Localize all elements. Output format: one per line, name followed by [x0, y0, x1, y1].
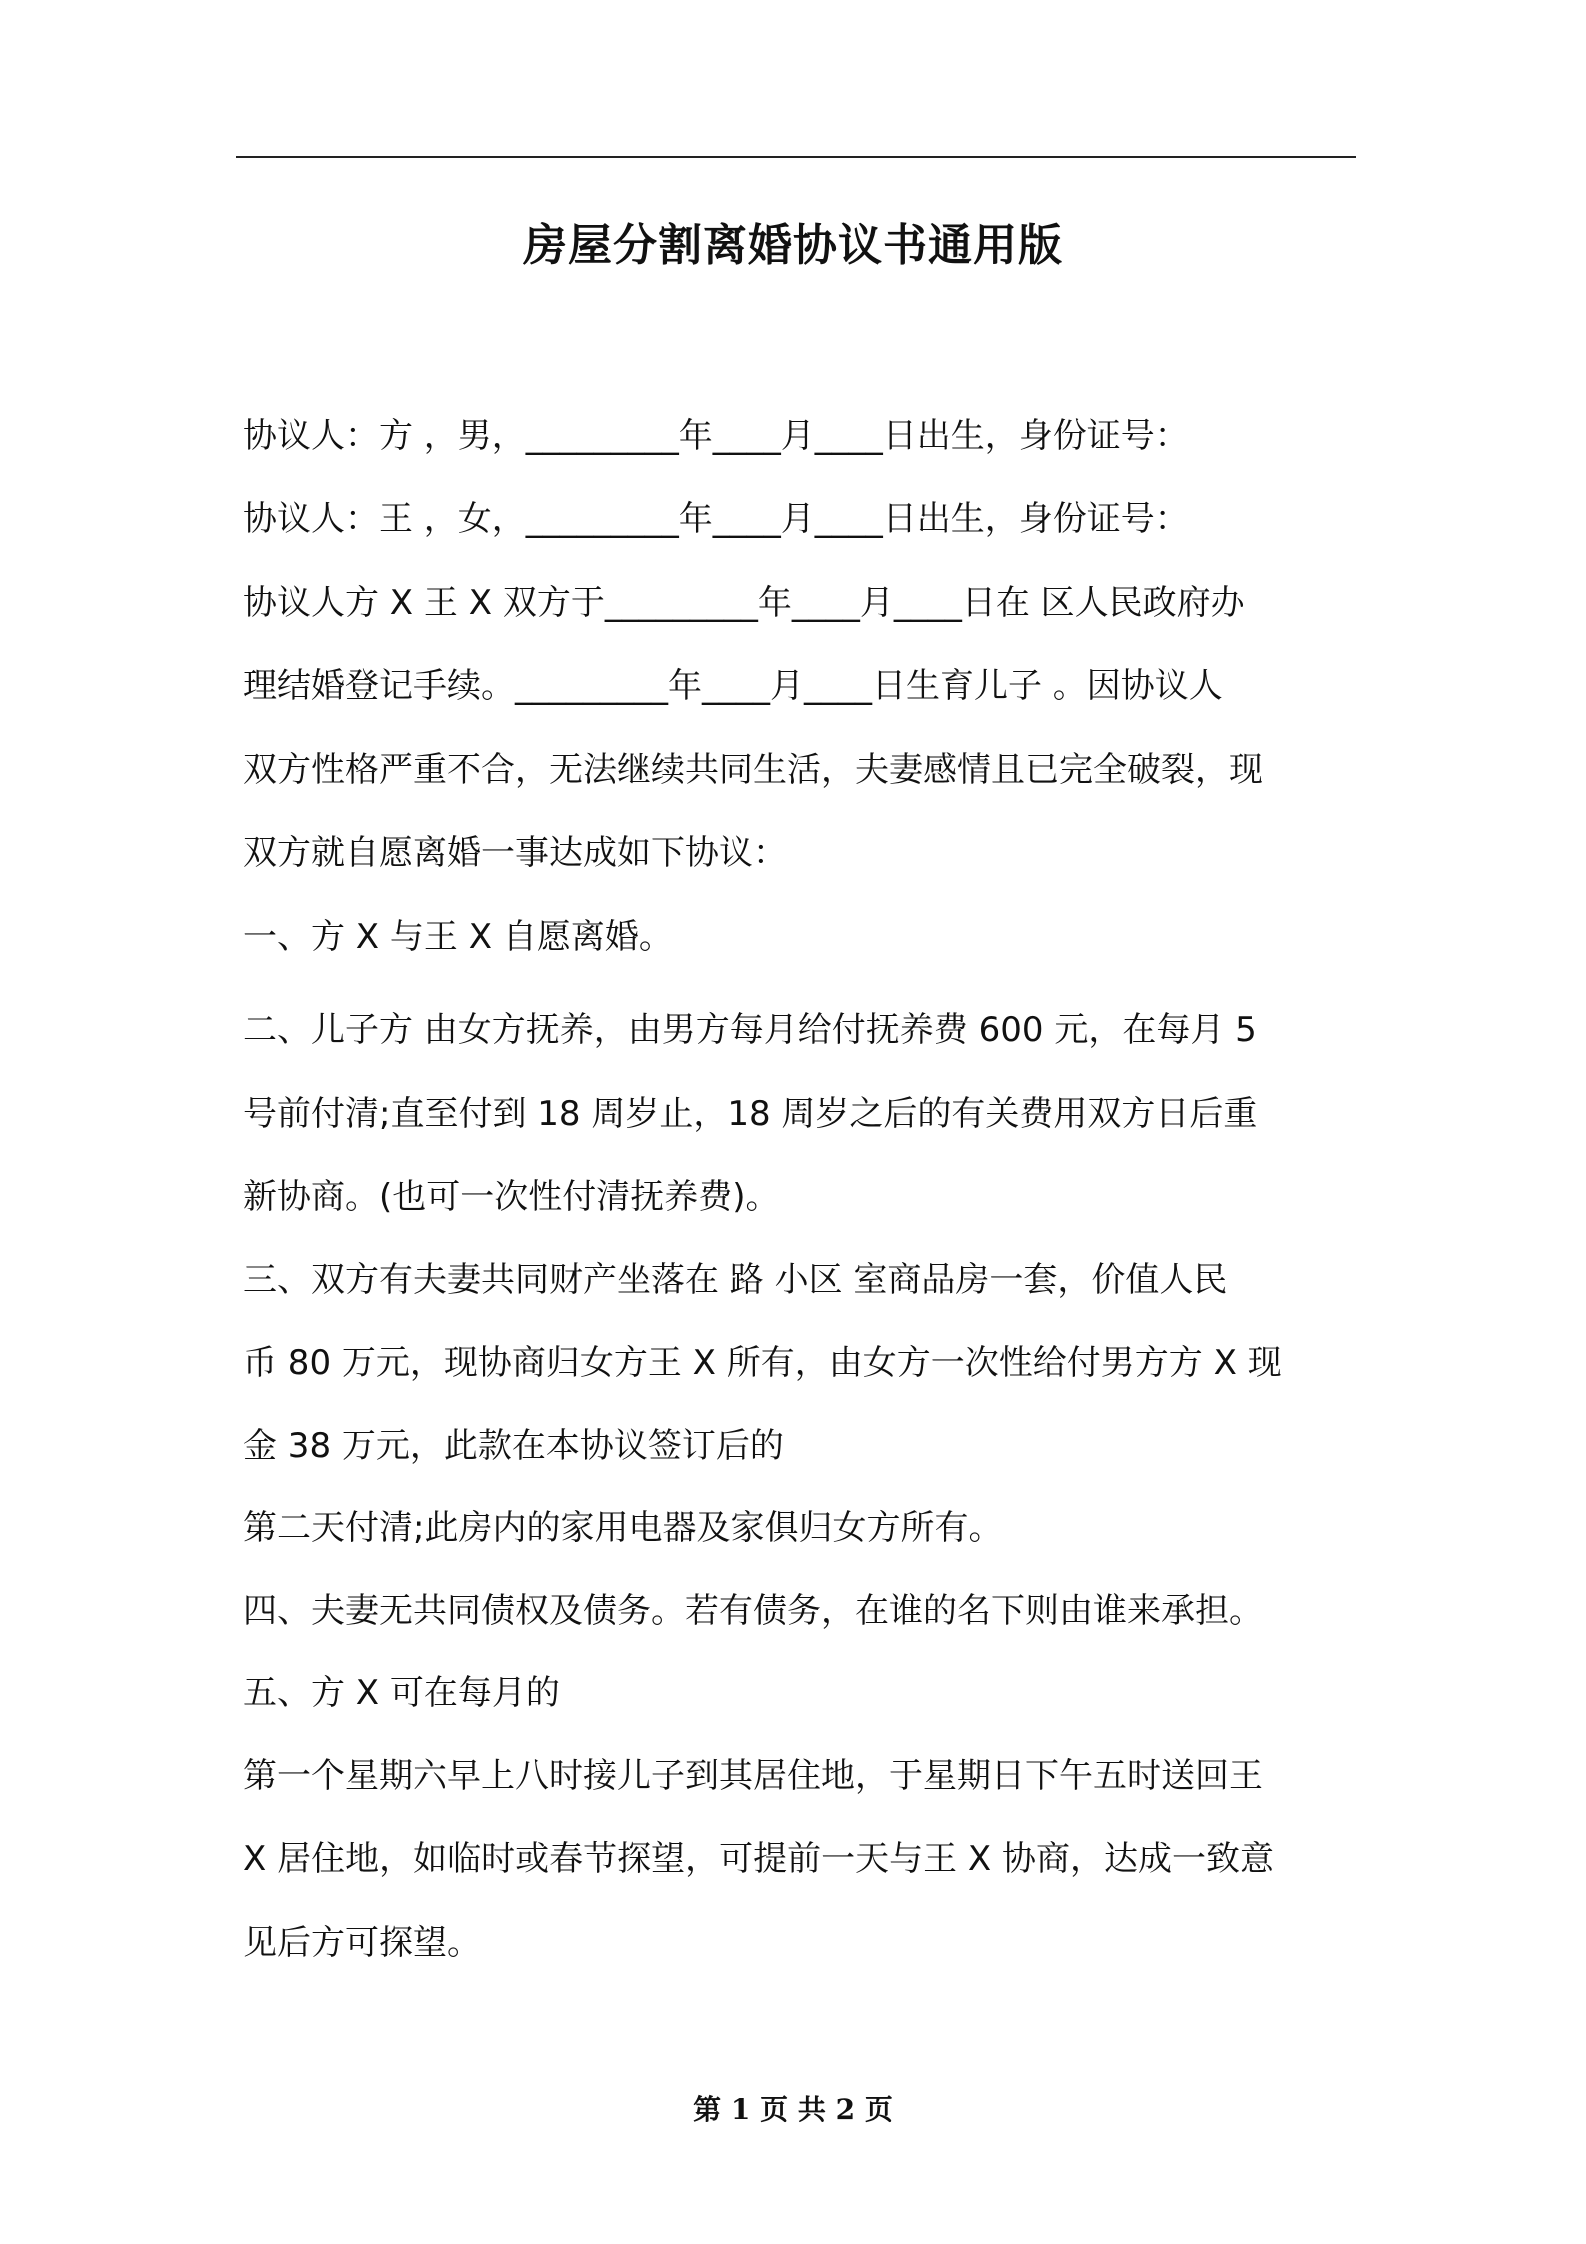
- document-title: 房屋分割离婚协议书通用版: [523, 220, 1063, 271]
- text-line: 协议人方 X 王 X 双方于_________年____月____日在 区人民政府办: [243, 583, 1245, 623]
- text-line: 三、双方有夫妻共同财产坐落在 路 小区 室商品房一套，价值人民: [243, 1260, 1228, 1300]
- text-line: 协议人：方 ，男，_________年____月____日出生，身份证号：: [243, 416, 1189, 456]
- text-line: 双方性格严重不合，无法继续共同生活，夫妻感情且已完全破裂，现: [243, 750, 1263, 790]
- text-line: X 居住地，如临时或春节探望，可提前一天与王 X 协商，达成一致意: [243, 1839, 1275, 1879]
- text-line: 协议人：王 ，女，_________年____月____日出生，身份证号：: [243, 499, 1189, 539]
- text-line: 币 80 万元，现协商归女方王 X 所有，由女方一次性给付男方方 X 现: [243, 1343, 1282, 1383]
- page-number: 第 1 页 共 2 页: [693, 2093, 893, 2126]
- text-line: 五、方 X 可在每月的: [243, 1673, 560, 1713]
- text-line: 见后方可探望。: [243, 1923, 481, 1963]
- text-line: 新协商。(也可一次性付清抚养费)。: [243, 1177, 780, 1217]
- text-line: 理结婚登记手续。_________年____月____日生育儿子 。因协议人: [243, 666, 1223, 706]
- text-line: 四、夫妻无共同债权及债务。若有债务，在谁的名下则由谁来承担。: [243, 1591, 1263, 1631]
- text-line: 第一个星期六早上八时接儿子到其居住地，于星期日下午五时送回王: [243, 1756, 1263, 1796]
- text-line: 金 38 万元，此款在本协议签订后的: [243, 1426, 784, 1466]
- header-rule: [236, 156, 1356, 158]
- text-line: 第二天付清;此房内的家用电器及家俱归女方所有。: [243, 1508, 1003, 1548]
- text-line: 双方就自愿离婚一事达成如下协议：: [243, 833, 787, 873]
- text-line: 号前付清;直至付到 18 周岁止，18 周岁之后的有关费用双方日后重: [243, 1094, 1258, 1134]
- text-line: 二、儿子方 由女方抚养，由男方每月给付抚养费 600 元，在每月 5: [243, 1010, 1257, 1050]
- text-line: 一、方 X 与王 X 自愿离婚。: [243, 917, 673, 957]
